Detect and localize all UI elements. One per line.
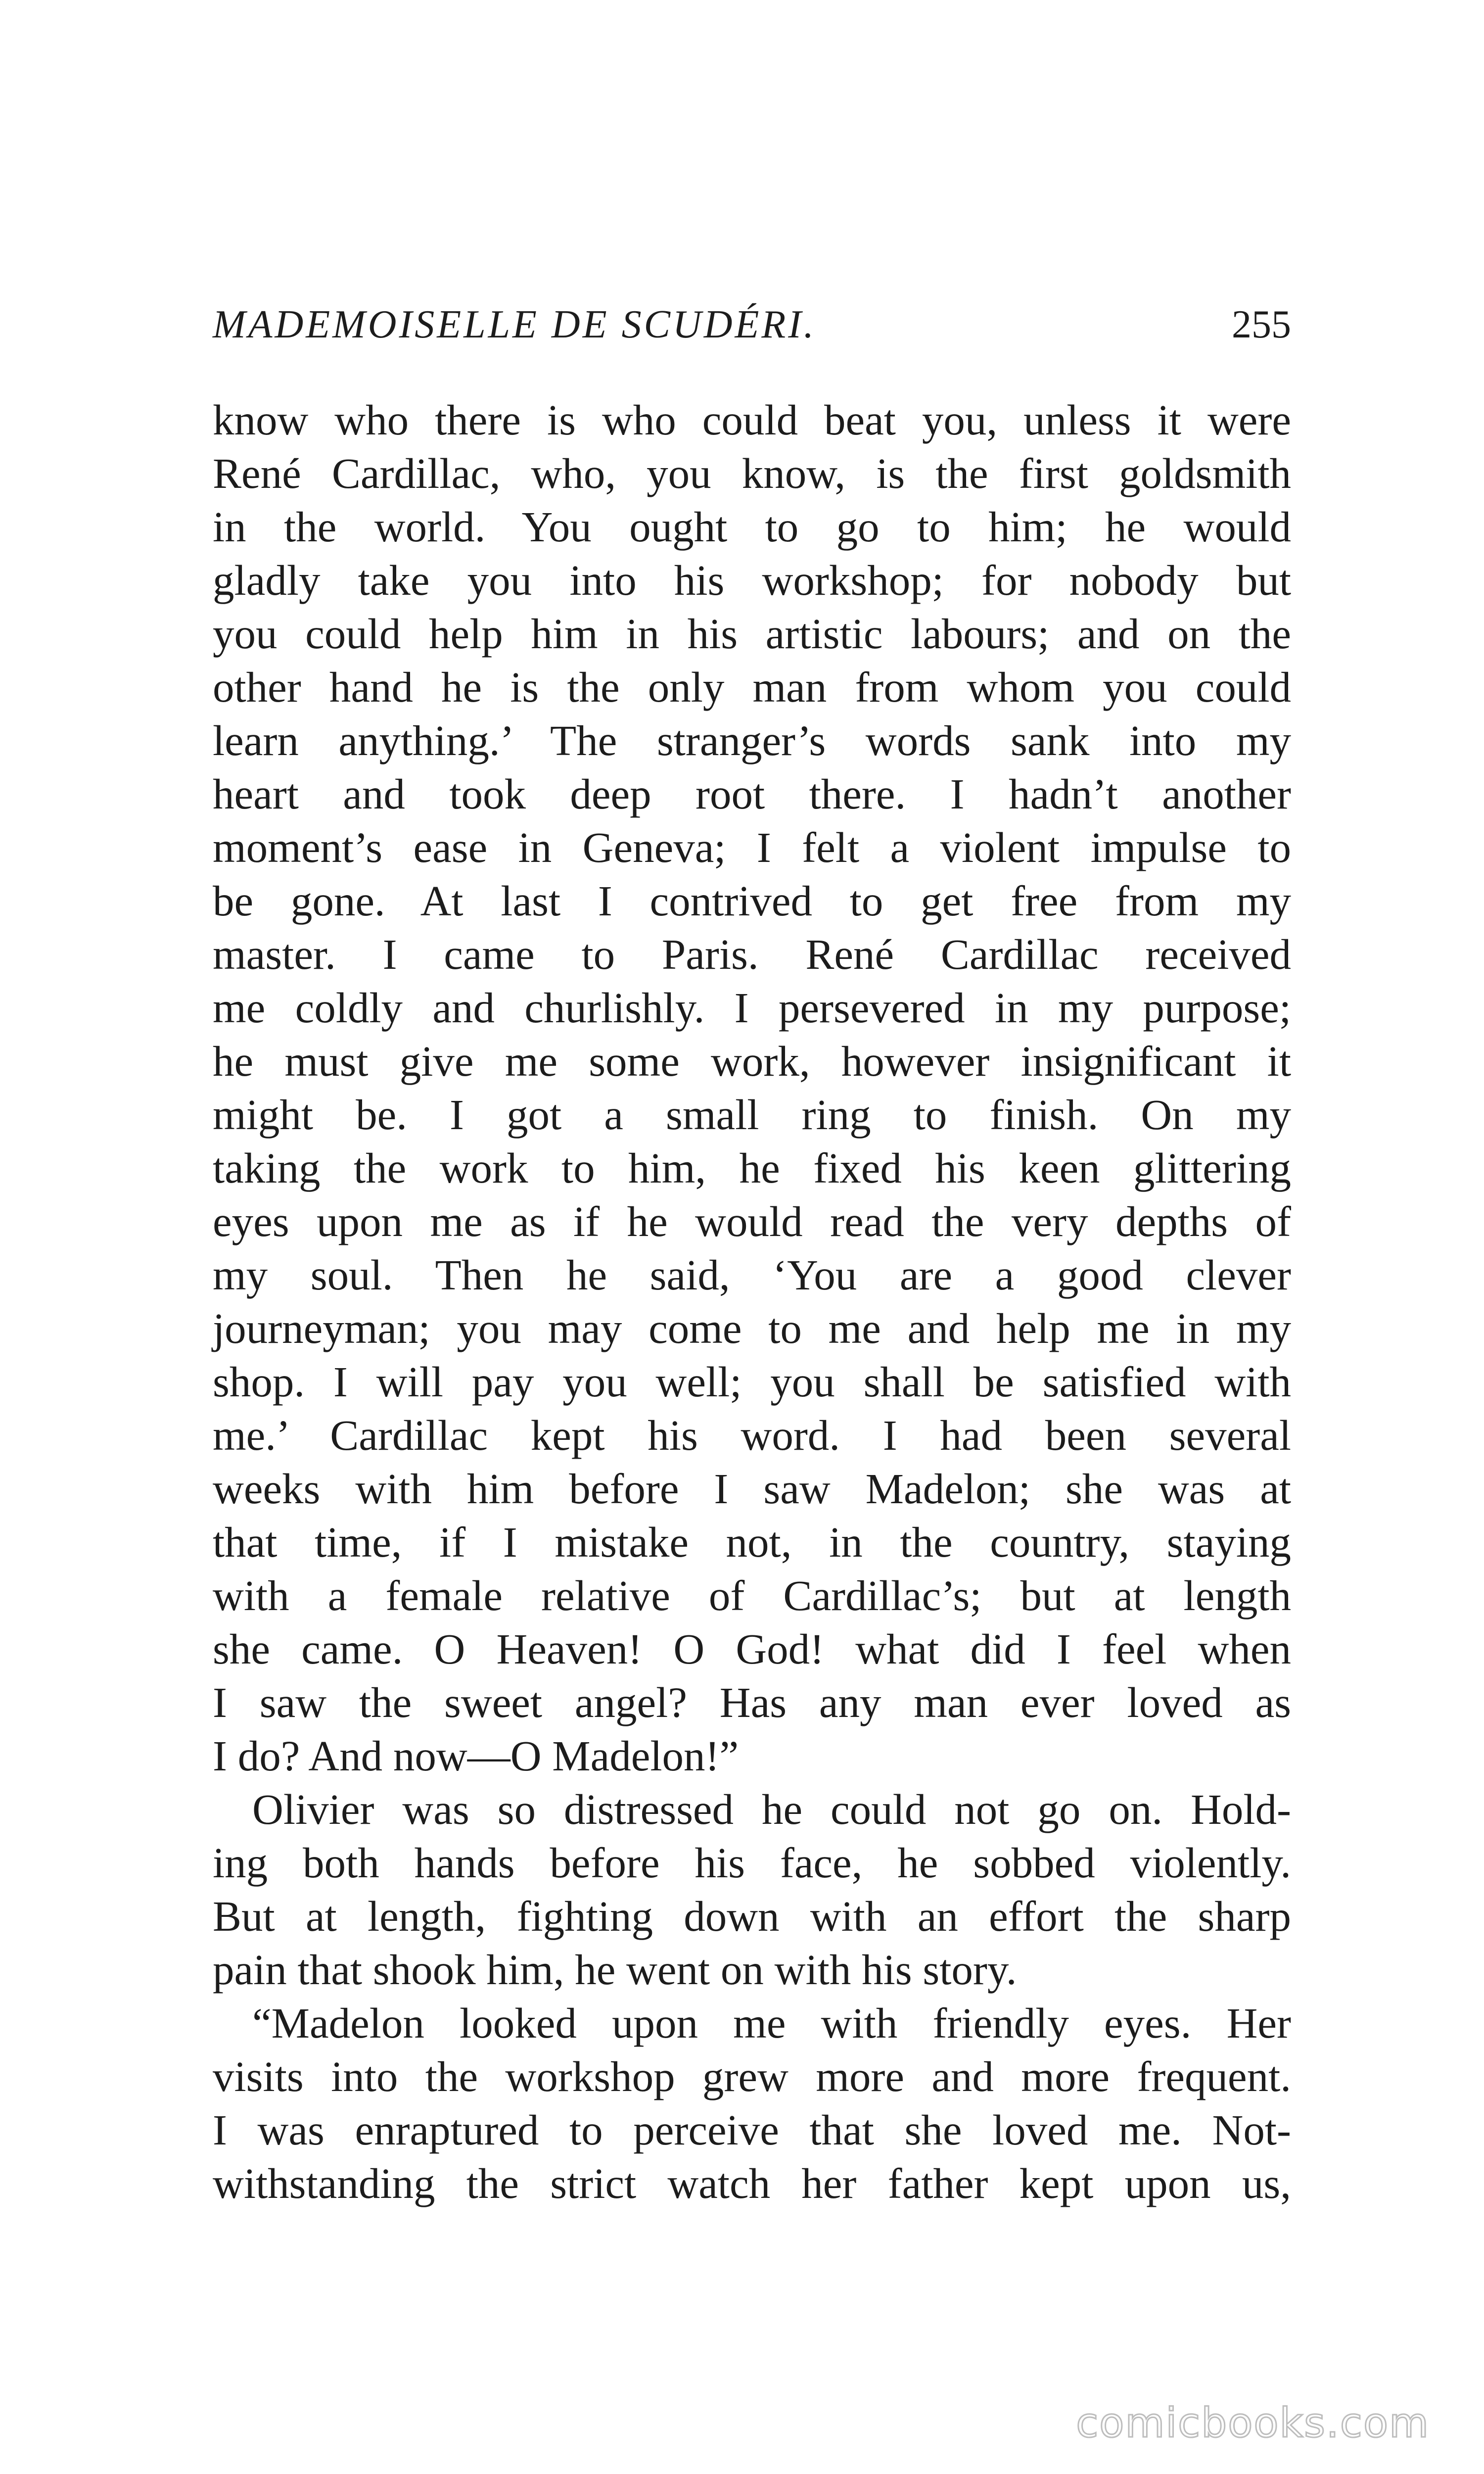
text-line: you could help him in his artistic labours; and on the [213,610,1291,658]
text-line: she came. O Heaven! O God! what did I feel when [213,1625,1291,1673]
text-line: Olivier was so distressed he could not go on. Hold- [252,1785,1291,1833]
running-title: MADEMOISELLE DE SCUDÉRI. [213,303,816,346]
text-line: But at length, fighting down with an effort the sharp [213,1892,1291,1940]
text-line: visits into the workshop grew more and more frequent. [213,2052,1291,2100]
text-line: me coldly and churlishly. I persevered in my purpose; [213,984,1291,1032]
watermark: comicbooks.com [1076,2400,1430,2447]
text-line: learn anything.’ The stranger’s words sank into my [213,716,1291,764]
text-line: in the world. You ought to go to him; he would [213,503,1291,551]
text-line: René Cardillac, who, you know, is the first goldsmith [213,449,1291,497]
text-line: journeyman; you may come to me and help me in my [213,1304,1291,1352]
text-line: I was enraptured to perceive that she loved me. Not- [213,2106,1291,2154]
text-line: with a female relative of Cardillac’s; but at length [213,1571,1291,1619]
text-line: shop. I will pay you well; you shall be satisfied with [213,1358,1291,1406]
text-line: taking the work to him, he fixed his keen glittering [213,1144,1291,1192]
text-line: master. I came to Paris. René Cardillac received [213,930,1291,978]
text-line: moment’s ease in Geneva; I felt a violent impulse to [213,823,1291,871]
text-line: my soul. Then he said, ‘You are a good clever [213,1251,1291,1299]
text-line: that time, if I mistake not, in the country, staying [213,1518,1291,1566]
text-line: I do? And now—O Madelon!” [213,1732,739,1780]
text-line: weeks with him before I saw Madelon; she was at [213,1465,1291,1513]
text-line: ing both hands before his face, he sobbed violently. [213,1839,1291,1887]
text-line: be gone. At last I contrived to get free from my [213,877,1291,925]
text-line: me.’ Cardillac kept his word. I had been several [213,1411,1291,1459]
text-line: know who there is who could beat you, unless it were [213,396,1291,444]
text-line: might be. I got a small ring to finish. On my [213,1091,1291,1139]
text-line: I saw the sweet angel? Has any man ever loved as [213,1678,1291,1726]
page-number: 255 [1232,303,1291,346]
text-line: “Madelon looked upon me with friendly eyes. Her [252,1999,1291,2047]
text-line: eyes upon me as if he would read the very depths of [213,1197,1291,1245]
body-text [213,393,1291,2210]
text-line: other hand he is the only man from whom you could [213,663,1291,711]
page-header [213,300,1291,349]
text-line: pain that shook him, he went on with his story. [213,1946,1017,1994]
text-line: gladly take you into his workshop; for nobody but [213,556,1291,604]
text-line: withstanding the strict watch her father kept upon us, [213,2159,1291,2207]
text-line: he must give me some work, however insignificant it [213,1037,1291,1085]
text-line: heart and took deep root there. I hadn’t another [213,770,1291,818]
